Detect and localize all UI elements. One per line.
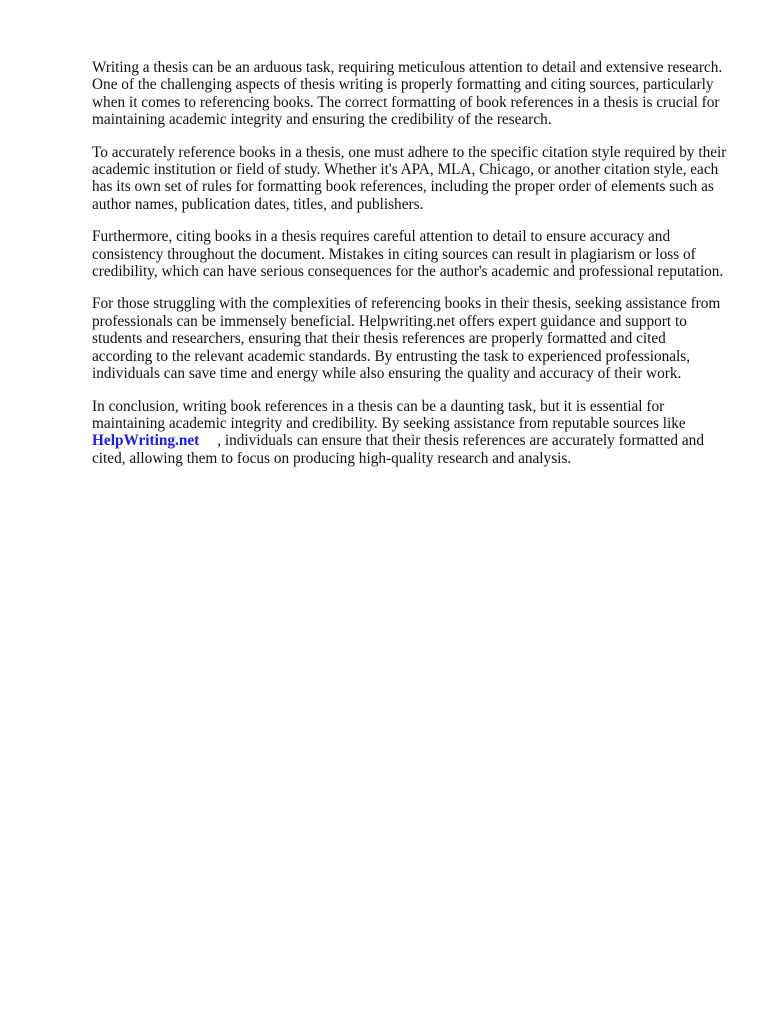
document-body bbox=[92, 59, 728, 482]
conclusion-text-after-link: , individuals can ensure that their thesis references are accurately formatted and cited, allowing them to focus on producing high-quality research and analysis. bbox=[92, 432, 704, 467]
paragraph-intro: Writing a thesis can be an arduous task, requiring meticulous attention to detail and extensive research. One of the challenging aspects of thesis writing is properly formatting and citing sources, particularly when it comes to referencing books. The correct formatting of book references in a thesis is crucial for maintaining academic integrity and ensuring the credibility of the research. bbox=[92, 59, 723, 129]
paragraph-assistance: For those struggling with the complexities of referencing books in their thesis, seeking assistance from professionals can be immensely beneficial. Helpwriting.net offers expert guidance and support to students and researchers, ensuring that their thesis references are properly formatted and cited according to the relevant academic standards. By entrusting the task to experienced professionals, individuals can save time and energy while also ensuring the quality and accuracy of their work. bbox=[92, 295, 721, 383]
conclusion-text-before-link: In conclusion, writing book references in a thesis can be a daunting task, but it is essential for maintaining academic integrity and credibility. By seeking assistance from reputable sources like bbox=[92, 397, 686, 432]
paragraph-conclusion bbox=[92, 398, 728, 468]
paragraph-citation-style: To accurately reference books in a thesis, one must adhere to the specific citation style required by their academic institution or field of study. Whether it's APA, MLA, Chicago, or another citation style, each has its own set of rules for formatting book references, including the proper order of elements such as author names, publication dates, titles, and publishers. bbox=[92, 143, 727, 213]
helpwriting-link[interactable]: HelpWriting.net bbox=[92, 432, 200, 450]
paragraph-accuracy: Furthermore, citing books in a thesis requires careful attention to detail to ensure accuracy and consistency throughout the document. Mistakes in citing sources can result in plagiarism or loss of credibility, which can have serious consequences for the author's academic and professional reputation. bbox=[92, 228, 724, 281]
